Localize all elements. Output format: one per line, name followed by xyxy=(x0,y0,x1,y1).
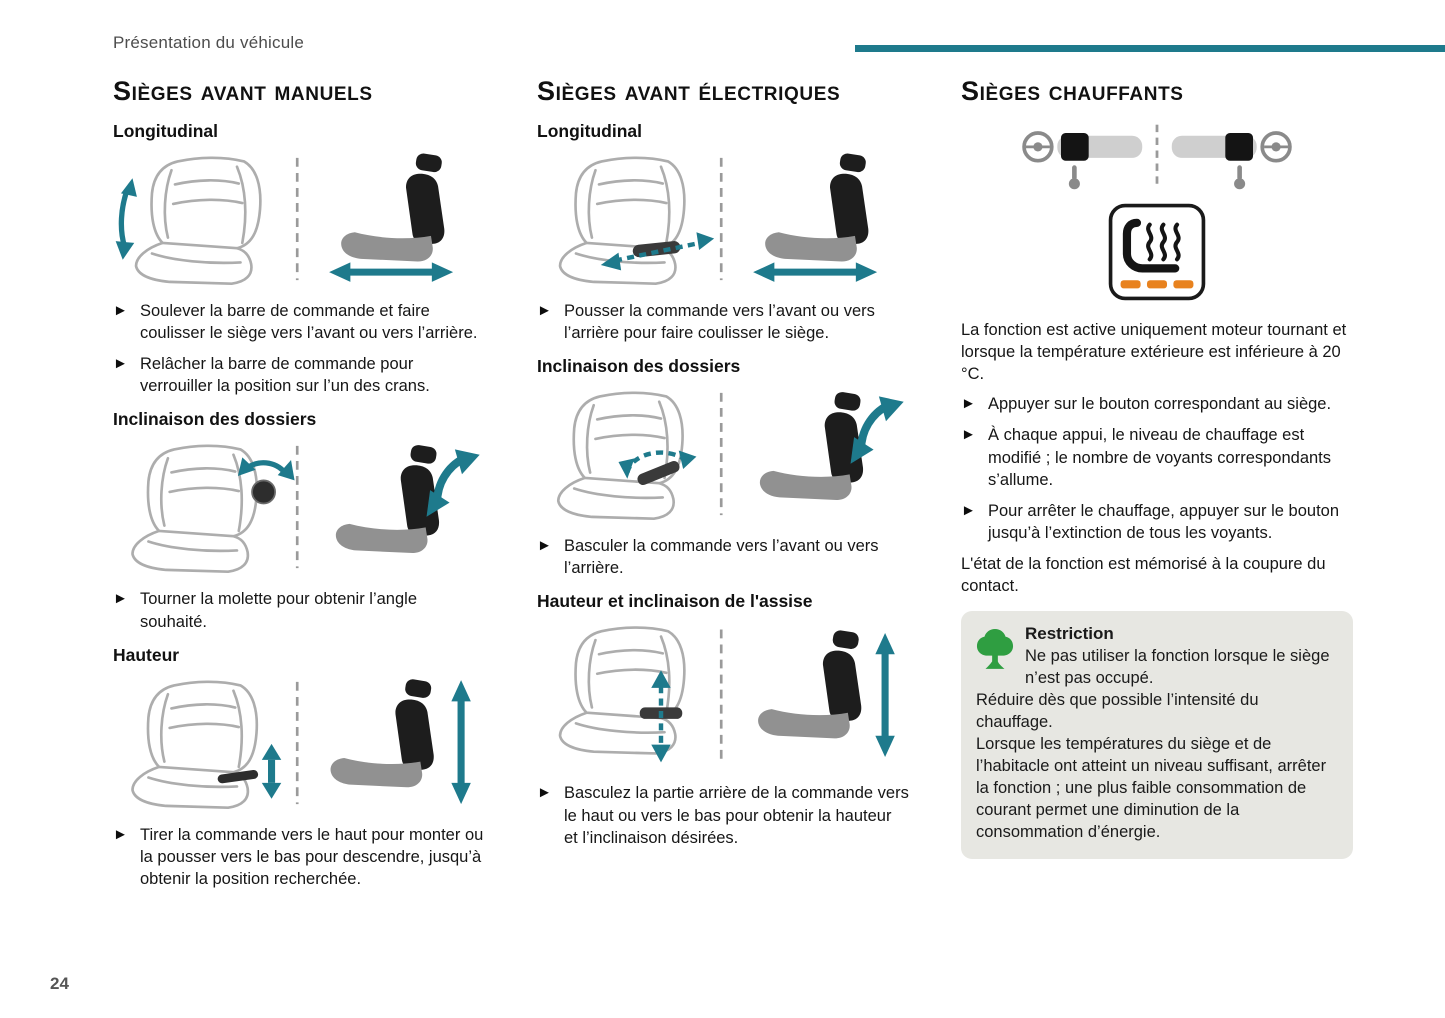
column-manual-seats xyxy=(113,76,485,899)
electric-longitudinal-bullets xyxy=(537,300,909,344)
bullet-item xyxy=(113,353,485,397)
heated-seats-bullets xyxy=(961,393,1353,544)
figure-manual-recline xyxy=(113,434,485,580)
bullet-item xyxy=(113,588,485,632)
bullet-arrow-icon: ► xyxy=(961,395,976,413)
bullet-arrow-icon: ► xyxy=(537,302,552,319)
seat-position-pictograms xyxy=(1011,121,1303,193)
tree-icon xyxy=(976,626,1014,671)
double-arrow-vertical-icon xyxy=(875,633,894,757)
bullet-text: Tourner la molette pour obtenir l’angle souhaité. xyxy=(140,590,417,631)
bullet-text: Soulever la barre de commande et faire coulisser le siège vers l’avant ou vers l’arrière. xyxy=(140,302,478,343)
restriction-box xyxy=(961,611,1353,858)
slide-control-arrows-icon xyxy=(601,232,714,270)
restriction-title: Restriction xyxy=(1025,624,1114,644)
page-number: 24 xyxy=(50,974,69,993)
manual-recline-heading: Inclinaison des dossiers xyxy=(113,409,317,430)
heated-seats-title: Sièges chauffants xyxy=(961,76,1184,106)
electric-recline-bullets xyxy=(537,535,909,579)
bullet-text: Basculer la commande vers l’avant ou vers l’arrière. xyxy=(564,537,879,578)
bullet-text: Relâcher la barre de commande pour verrouiller la position sur l’un des crans. xyxy=(140,355,430,396)
bullet-arrow-icon: ► xyxy=(113,355,128,373)
column-heated-seats xyxy=(961,76,1353,899)
manual-seats-title: Sièges avant manuels xyxy=(113,76,373,106)
restriction-paragraph: Réduire dès que possible l’intensité du chauffage. xyxy=(976,691,1259,732)
bullet-arrow-icon: ► xyxy=(113,590,128,608)
electric-recline-heading: Inclinaison des dossiers xyxy=(537,356,741,377)
bullet-item xyxy=(961,500,1353,544)
bullet-item xyxy=(537,535,909,579)
bullet-text: Tirer la commande vers le haut pour monter ou la pousser vers le bas pour descendre, jusqu’à obtenir la position recherchée. xyxy=(140,825,484,888)
bullet-text: Basculez la partie arrière de la commande vers le haut ou vers le bas pour obtenir la hauteur et l’inclinaison désirées. xyxy=(564,784,909,847)
bullet-item xyxy=(537,782,909,848)
bullet-arrow-icon: ► xyxy=(537,784,552,802)
double-arrow-horizontal-icon xyxy=(753,262,877,281)
bullet-arrow-icon: ► xyxy=(113,302,128,319)
heat-level-indicators xyxy=(1121,280,1194,288)
electric-height-bullets xyxy=(537,782,909,848)
manual-longitudinal-bullets xyxy=(113,300,485,397)
manual-height-bullets xyxy=(113,824,485,890)
figure-manual-longitudinal xyxy=(113,146,485,292)
figure-manual-height xyxy=(113,670,485,816)
bullet-text: Pour arrêter le chauffage, appuyer sur le bouton jusqu’à l’extinction de tous les voyants. xyxy=(988,501,1340,542)
electric-longitudinal-heading: Longitudinal xyxy=(537,121,642,141)
manual-recline-bullets xyxy=(113,588,485,632)
recline-arrow-icon xyxy=(238,458,295,481)
restriction-paragraph: Ne pas utiliser la fonction lorsque le siège n’est pas occupé. xyxy=(1025,647,1330,688)
height-arrows-icon xyxy=(262,744,281,799)
double-arrow-vertical-icon xyxy=(451,680,470,804)
bullet-item xyxy=(113,300,485,344)
bullet-text: À chaque appui, le niveau de chauffage est modifié ; le nombre de voyants correspondants s’allume. xyxy=(988,426,1332,489)
restriction-paragraph: Lorsque les températures du siège et de l’habitacle ont atteint un niveau suffisant, arrêter la fonction ; une plus faible consommation de courant permet une diminution de la consommation d’énergie. xyxy=(976,734,1327,841)
content-columns xyxy=(113,76,1353,899)
header-accent-bar xyxy=(855,45,1445,52)
double-arrow-horizontal-icon xyxy=(329,262,453,281)
heated-seat-block-icon xyxy=(1061,133,1089,161)
bullet-arrow-icon: ► xyxy=(537,537,552,555)
bullet-item xyxy=(961,393,1353,415)
electric-seats-title: Sièges avant électriques xyxy=(537,76,841,106)
heated-seat-button-icon xyxy=(1106,201,1208,303)
heated-seats-memo: L'état de la fonction est mémorisé à la coupure du contact. xyxy=(961,554,1326,596)
bullet-arrow-icon: ► xyxy=(113,825,128,843)
bullet-text: Pousser la commande vers l’avant ou vers l’arrière pour faire coulisser le siège. xyxy=(564,302,875,343)
right-seat-pictogram xyxy=(1172,133,1290,189)
bullet-text: Appuyer sur le bouton correspondant au siège. xyxy=(988,395,1332,414)
slide-lever-arrow-icon xyxy=(116,178,137,259)
bullet-arrow-icon: ► xyxy=(961,501,976,519)
thermometer-icon xyxy=(1069,165,1080,189)
heated-seats-intro: La fonction est active uniquement moteur tournant et lorsque la température extérieure est inférieure à 20 °C. xyxy=(961,321,1347,384)
manual-height-heading: Hauteur xyxy=(113,644,180,665)
figure-electric-longitudinal xyxy=(537,146,909,292)
manual-longitudinal-heading: Longitudinal xyxy=(113,121,218,141)
bullet-item xyxy=(537,300,909,344)
electric-height-heading: Hauteur et inclinaison de l'assise xyxy=(537,591,813,612)
column-electric-seats xyxy=(537,76,909,899)
bullet-item xyxy=(961,424,1353,490)
left-seat-pictogram xyxy=(1024,133,1142,189)
figure-electric-recline xyxy=(537,381,909,527)
page-header-title: Présentation du véhicule xyxy=(113,33,304,52)
bullet-item xyxy=(113,824,485,890)
bullet-arrow-icon: ► xyxy=(961,426,976,444)
figure-electric-height xyxy=(537,616,909,774)
